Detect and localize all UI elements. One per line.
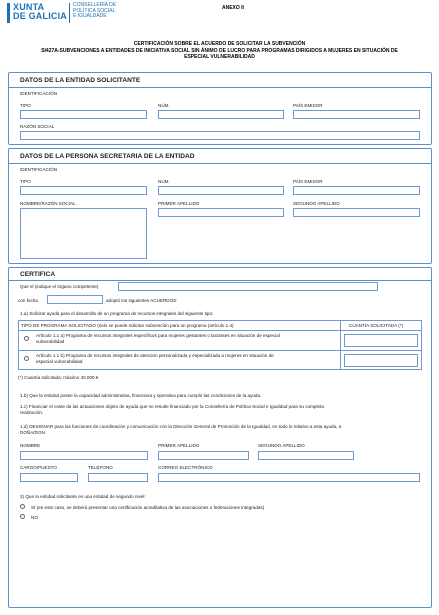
entidad-tipo-label: TIPO <box>20 103 31 108</box>
cuantia-a-field[interactable] <box>344 334 418 347</box>
secretaria-tipo-label: TIPO <box>20 179 31 184</box>
programa-b-radio[interactable] <box>24 356 29 361</box>
logo <box>13 3 67 21</box>
designado-apellido2-label: SEGUNDO APELLIDO <box>258 443 305 448</box>
programa-a-line2: vulnerabilidad <box>36 339 65 344</box>
programa-b-line2: especial vulnerabilidad <box>36 359 83 364</box>
adopto-label: adoptó los siguientes ACUERDOS: <box>106 298 178 303</box>
programa-b-line1: Artículo 1.1 b) Programa de recursos integrales de atención personalizada y especializada a mujeres en situación de <box>36 353 274 358</box>
fecha-field[interactable] <box>47 295 103 304</box>
entidad-razon-label: RAZÓN SOCIAL <box>20 124 55 129</box>
punto-2: 2) Que la entidad solicitante es una entidad de segundo nivel: <box>20 494 146 499</box>
table-row-divider-2 <box>18 350 422 351</box>
programa-a-radio[interactable] <box>24 336 29 341</box>
table-header-cuantia: CUANTÍA SOLICITADA (*) <box>349 323 404 328</box>
secretaria-apellido1-field[interactable] <box>158 208 284 217</box>
designado-nombre-field[interactable] <box>20 451 148 460</box>
punto-1c <box>20 404 425 416</box>
secretaria-pais-label: PAÍS EMISOR <box>293 179 323 184</box>
secretaria-num-label: NÚM. <box>158 179 170 184</box>
document-title <box>10 41 429 61</box>
section-certifica <box>8 267 432 608</box>
section-certifica-separator <box>8 280 432 281</box>
table-col-divider <box>340 320 341 370</box>
designado-correo-field[interactable] <box>158 473 420 482</box>
section-secretaria-separator <box>8 163 432 164</box>
secretaria-tipo-field[interactable] <box>20 186 147 195</box>
title-line1: CERTIFICACIÓN SOBRE EL ACUERDO DE SOLICITAR LA SUBVENCIÓN <box>133 41 306 47</box>
entidad-num-field[interactable] <box>158 110 284 119</box>
segundo-nivel-no-radio[interactable] <box>20 514 25 519</box>
nota-cuantia: (*) Cuantía solicitada: máximo 40.000 € <box>18 375 99 380</box>
designado-apellido1-field[interactable] <box>158 451 249 460</box>
secretaria-apellido1-label: PRIMER APELLIDO <box>158 201 200 206</box>
section-secretaria-title: DATOS DE LA PERSONA SECRETARIA DE LA ENTIDAD <box>20 153 195 160</box>
entidad-num-label: NÚM. <box>158 103 170 108</box>
section-entidad-title: DATOS DE LA ENTIDAD SOLICITANTE <box>20 77 141 84</box>
secretaria-identificacion-label: IDENTIFICACIÓN <box>20 167 58 172</box>
logo-line1: XUNTA <box>13 2 45 12</box>
department-name <box>73 3 116 20</box>
punto-1c-line1: 1.c) Financiar el coste de las actuaciones objeto de ayuda que no resulte financiado por la Consellería de Política Social e Igualdad para su completa <box>20 404 324 409</box>
designado-cargo-label: CARGO/PUESTO <box>20 465 57 470</box>
entidad-pais-label: PAÍS EMISOR <box>293 103 323 108</box>
punto-1d-line2: DOÑA/DON <box>20 430 45 435</box>
entidad-identificacion-label: IDENTIFICACIÓN <box>20 91 58 96</box>
segundo-nivel-no-label: NO <box>31 515 38 520</box>
punto-1c-line2: realización. <box>20 410 44 415</box>
designado-apellido2-field[interactable] <box>258 451 354 460</box>
entidad-tipo-field[interactable] <box>20 110 147 119</box>
punto-1d <box>20 424 430 436</box>
section-certifica-title: CERTIFICA <box>20 271 56 278</box>
logo-bar <box>7 3 10 23</box>
punto-1d-line1: 1.d) DESIGNAR para las funciones de coordinación y comunicación con la Dirección General de Promoción de la Igualdad, en todo lo relativo a esta ayuda, a <box>20 424 342 429</box>
secretaria-pais-field[interactable] <box>293 186 420 195</box>
entidad-pais-field[interactable] <box>293 110 420 119</box>
table-row-divider-1 <box>18 330 422 331</box>
department-line1: CONSELLERÍA DE <box>73 2 117 8</box>
cuantia-b-field[interactable] <box>344 354 418 367</box>
punto-1a: 1.a) Solicitar ayuda para el desarrollo de un programa de recursos integrales del siguiente tipo: <box>20 311 214 316</box>
entidad-razon-field[interactable] <box>20 131 420 140</box>
table-header-tipo: TIPO DE PROGRAMA SOLICITADO (solo se puede solicitar subvención para un programa (artículo 1.4) <box>21 323 234 328</box>
secretaria-num-field[interactable] <box>158 186 284 195</box>
programa-b-text <box>36 353 336 365</box>
designado-apellido1-label: PRIMER APELLIDO <box>158 443 200 448</box>
secretaria-nombre-label: NOMBRE/RAZÓN SOCIAL <box>20 201 76 206</box>
anexo-label: ANEXO II <box>222 5 244 11</box>
section-entidad-separator <box>8 87 432 88</box>
segundo-nivel-si-label: SÍ (en este caso, se deberá presentar una certificación acreditativa de las asociaciones o federaciones integradas) <box>31 505 265 510</box>
secretaria-apellido2-label: SEGUNDO APELLIDO <box>293 201 340 206</box>
department-line2: POLÍTICA SOCIAL <box>73 7 116 14</box>
con-fecha-label: con fecha <box>18 298 38 303</box>
title-line2: SI427A-SUBVENCIONES A ENTIDADES DE INICIATIVA SOCIAL SIN ÁNIMO DE LUCRO PARA PROGRAMAS DIRIGIDOS A MUJERES EN SITUACIÓN DE <box>41 47 398 54</box>
punto-1b: 1.b) Que la entidad posee la capacidad administrativa, financiera y operativa para cumplir las condiciones de la ayuda. <box>20 393 262 398</box>
programa-a-line1: Artículo 1.1 a) Programa de recursos integrales específicos para mujeres gestantes o lactantes en situación de especial <box>36 333 280 338</box>
designado-telefono-label: TELÉFONO <box>88 465 113 470</box>
logo-divider <box>69 3 70 23</box>
programa-a-text <box>36 333 336 345</box>
organo-competente-field[interactable] <box>118 282 378 291</box>
segundo-nivel-si-radio[interactable] <box>20 504 25 509</box>
designado-correo-label: CORREO ELECTRÓNICO <box>158 465 213 470</box>
designado-cargo-field[interactable] <box>20 473 78 482</box>
designado-nombre-label: NOMBRE <box>20 443 41 448</box>
department-line3: E IGUALDADE <box>73 13 107 20</box>
designado-telefono-field[interactable] <box>88 473 148 482</box>
logo-line2: DE GALICIA <box>13 11 68 21</box>
title-line3: ESPECIAL VULNERABILIDAD <box>184 54 255 60</box>
secretaria-apellido2-field[interactable] <box>293 208 420 217</box>
que-el-label: Que el (indique el órgano competente) <box>20 284 99 289</box>
secretaria-nombre-field[interactable] <box>20 208 147 259</box>
